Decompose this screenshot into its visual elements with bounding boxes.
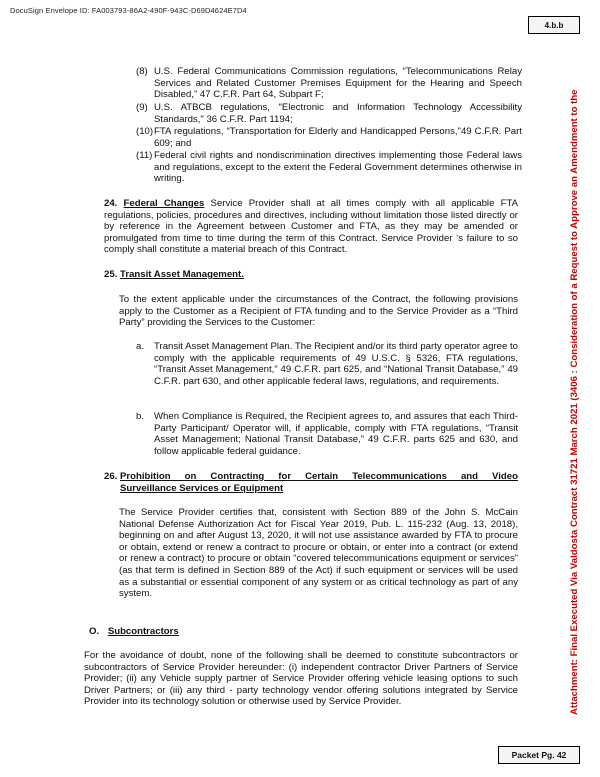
section-title-line-1: Prohibition on Contracting for Certain Telecommunications and Video (120, 471, 518, 482)
item-text: Transit Asset Management Plan. The Recipient and/or its third party operator agree to comply with the applicable requirements of 49 U.S.C. § 5326, FTA regulations, “Transit Asset Management,” 49 C.F.R. part 625, and “National Transit Database,” 49 C.F.R. part 630, and other applicable federal laws, regulations, and requirements. (154, 341, 518, 387)
item-label: a. (136, 341, 145, 352)
section-o-heading (89, 626, 179, 638)
section-26-body: The Service Provider certifies that, consistent with Section 889 of the John S. McCain National Defense Authorization Act for Fiscal Year 2019, Pub. L. 115-232 (Aug. 13, 2018), beginning on and after August 13, 2020, it will not use assistance awarded by FTA to procure or obtain, extend or renew a contract to procure or obtain, or enter into a contract (or extend or renew a contract) to procure or obtain “covered telecommunications equipment or services” (as that term is defined in Section 889 of the Act) if such equipment or services will be used as a substantial or essential component of any system or as critical technology as part of any system. (119, 507, 518, 600)
docusign-envelope-id: DocuSign Envelope ID: FA003793-86A2-490F-943C-D69D4624E7D4 (10, 6, 247, 15)
section-25-heading (104, 269, 244, 281)
section-25-intro: To the extent applicable under the circumstances of the Contract, the following provisions apply to the Customer as a Recipient of FTA funding and to the Service Provider as a “Third Party” providing the Services to the Customer: (119, 294, 518, 329)
list-item-number: (10) (136, 126, 154, 137)
section-title-line-2: Surveillance Services or Equipment (120, 483, 284, 494)
item-text: When Compliance is Required, the Recipient agrees to, and assures that each Third-Party Participant/ Operator will, if applicable, comply with FTA regulations, “Transit Asset Management; National Transit Database,” 49 C.F.R. parts 625 and 630, and follow applicable federal guidance. (154, 411, 518, 457)
section-number: 25. (104, 269, 118, 280)
section-title: Subcontractors (107, 626, 179, 637)
agenda-item-tag: 4.b.b (528, 16, 580, 34)
section-title: Federal Changes (123, 198, 205, 209)
list-item-number: (8) (136, 66, 148, 77)
list-item-text: U.S. Federal Communications Commission regulations, “Telecommunications Relay Services and Related Customer Premises Equipment for the Hearing and Speech Disabled,” 47 C.F.R. Part 64, Subpart F; (154, 66, 522, 101)
section-body: Service Provider shall at all times comply with all applicable FTA regulations, policies, procedures and directives, including without limitation those listed directly or by reference in the Agreement between Customer and FTA, as they may be amended or promulgated from time to time during the term of this Contract. Service Provider ‘s failure to so comply shall constitute a material breach of this Contract. (104, 198, 518, 256)
item-label: b. (136, 411, 145, 422)
section-24 (104, 198, 518, 256)
packet-page-number: Packet Pg. 42 (498, 746, 580, 764)
list-item-text: U.S. ATBCB regulations, "Electronic and Information Technology Accessibility Standards," 36 C.F.R. Part 1194; (154, 102, 522, 125)
section-number: 26. (104, 471, 118, 482)
list-item-text: FTA regulations, “Transportation for Elderly and Handicapped Persons,"49 C.F.R. Part 609; and (154, 126, 522, 149)
section-number: O. (89, 626, 100, 637)
section-title: Transit Asset Management. (120, 269, 244, 280)
attachment-sidebar-text: Attachment: Final Executed Via Valdosta Contract 31721 March 2021 (3406 : Consideration of a Request to Approve an Amendment to the (569, 89, 580, 715)
section-o-body: For the avoidance of doubt, none of the following shall be deemed to constitute subcontractors or subcontractors of Service Provider hereunder: (i) independent contractor Driver Partners of Service Provider; (ii) any Vehicle supply partner of Service Provider offering vehicle leasing options to such Driver Partners; or (iii) any third - party technology vendor offering solutions integrated by Service Provider into its technology solution or otherwise used by Service Provider. (84, 650, 518, 708)
list-item-number: (11) (136, 150, 153, 161)
list-item-text: Federal civil rights and nondiscrimination directives implementing those Federal laws and regulations, except to the extent the Federal Government determines otherwise in writing. (154, 150, 522, 185)
list-item-number: (9) (136, 102, 148, 113)
section-number: 24. (104, 198, 118, 209)
